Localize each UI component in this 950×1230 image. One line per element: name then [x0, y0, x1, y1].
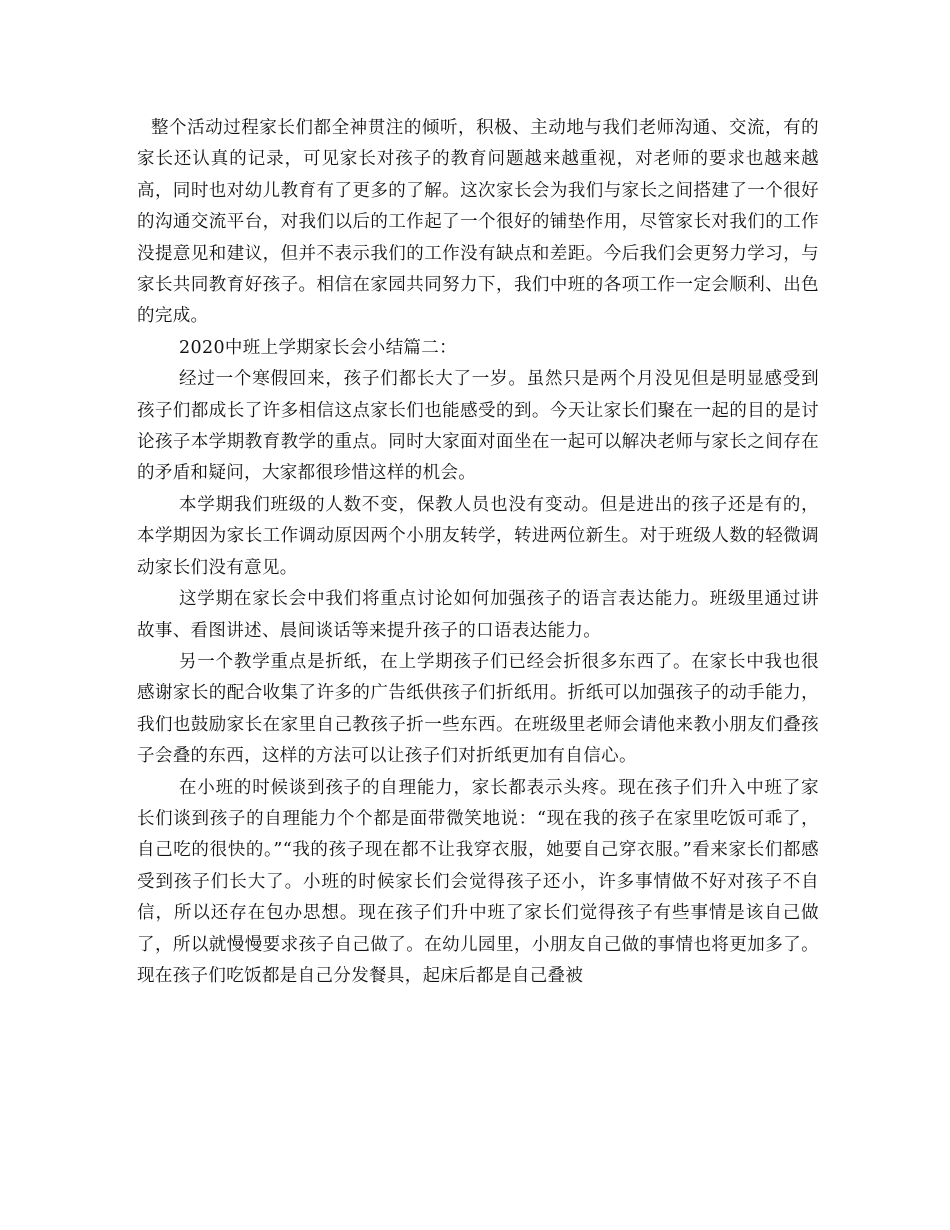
paragraph-language-skills: 这学期在家长会中我们将重点讨论如何加强孩子的语言表达能力。班级里通过讲故事、看图讲述、晨间谈话等来提升孩子的口语表达能力。	[137, 589, 819, 641]
document-body	[137, 113, 819, 992]
paragraph-activity-summary: 整个活动过程家长们都全神贯注的倾听，积极、主动地与我们老师沟通、交流，有的家长还认真的记录，可见家长对孩子的教育问题越来越重视，对老师的要求也越来越高，同时也对幼儿教育有了更多的了解。这次家长会为我们与家长之间搭建了一个很好的沟通交流平台，对我们以后的工作起了一个很好的铺垫作用，尽管家长对我们的工作没提意见和建议，但并不表示我们的工作没有缺点和差距。今后我们会更努力学习，与家长共同教育好孩子。相信在家园共同努力下，我们中班的各项工作一定会顺利、出色的完成。	[137, 118, 819, 327]
paragraph-class-size: 本学期我们班级的人数不变，保教人员也没有变动。但是进出的孩子还是有的，本学期因为家长工作调动原因两个小朋友转学，转进两位新生。对于班级人数的轻微调动家长们没有意见。	[137, 494, 819, 578]
paragraph-paper-folding: 另一个教学重点是折纸，在上学期孩子们已经会折很多东西了。在家长中我也很感谢家长的配合收集了许多的广告纸供孩子们折纸用。折纸可以加强孩子的动手能力，我们也鼓励家长在家里自己教孩子折一些东西。在班级里老师会请他来教小朋友们叠孩子会叠的东西，这样的方法可以让孩子们对折纸更加有自信心。	[137, 651, 819, 767]
paragraph-self-care: 在小班的时候谈到孩子的自理能力，家长都表示头疼。现在孩子们升入中班了家长们谈到孩子的自理能力个个都是面带微笑地说：“现在我的孩子在家里吃饭可乖了，自己吃的很快的。”“我的孩子现在都不让我穿衣服，她要自己穿衣服。”看来家长们都感受到孩子们长大了。小班的时候家长们会觉得孩子还小，许多事情做不好对孩子不自信，所以还存在包办思想。现在孩子们升中班了家长们觉得孩子有些事情是该自己做了，所以就慢慢要求孩子自己做了。在幼儿园里，小朋友自己做的事情也将更加多了。现在孩子们吃饭都是自己分发餐具，起床后都是自己叠被	[137, 777, 819, 986]
section-heading-part-two: 2020中班上学期家长会小结篇二：	[179, 337, 457, 358]
paragraph-after-winter-break: 经过一个寒假回来，孩子们都长大了一岁。虽然只是两个月没见但是明显感受到孩子们都成长了许多相信这点家长们也能感受的到。今天让家长们聚在一起的目的是讨论孩子本学期教育教学的重点。同时大家面对面坐在一起可以解决老师与家长之间存在的矛盾和疑问，大家都很珍惜这样的机会。	[137, 369, 819, 484]
